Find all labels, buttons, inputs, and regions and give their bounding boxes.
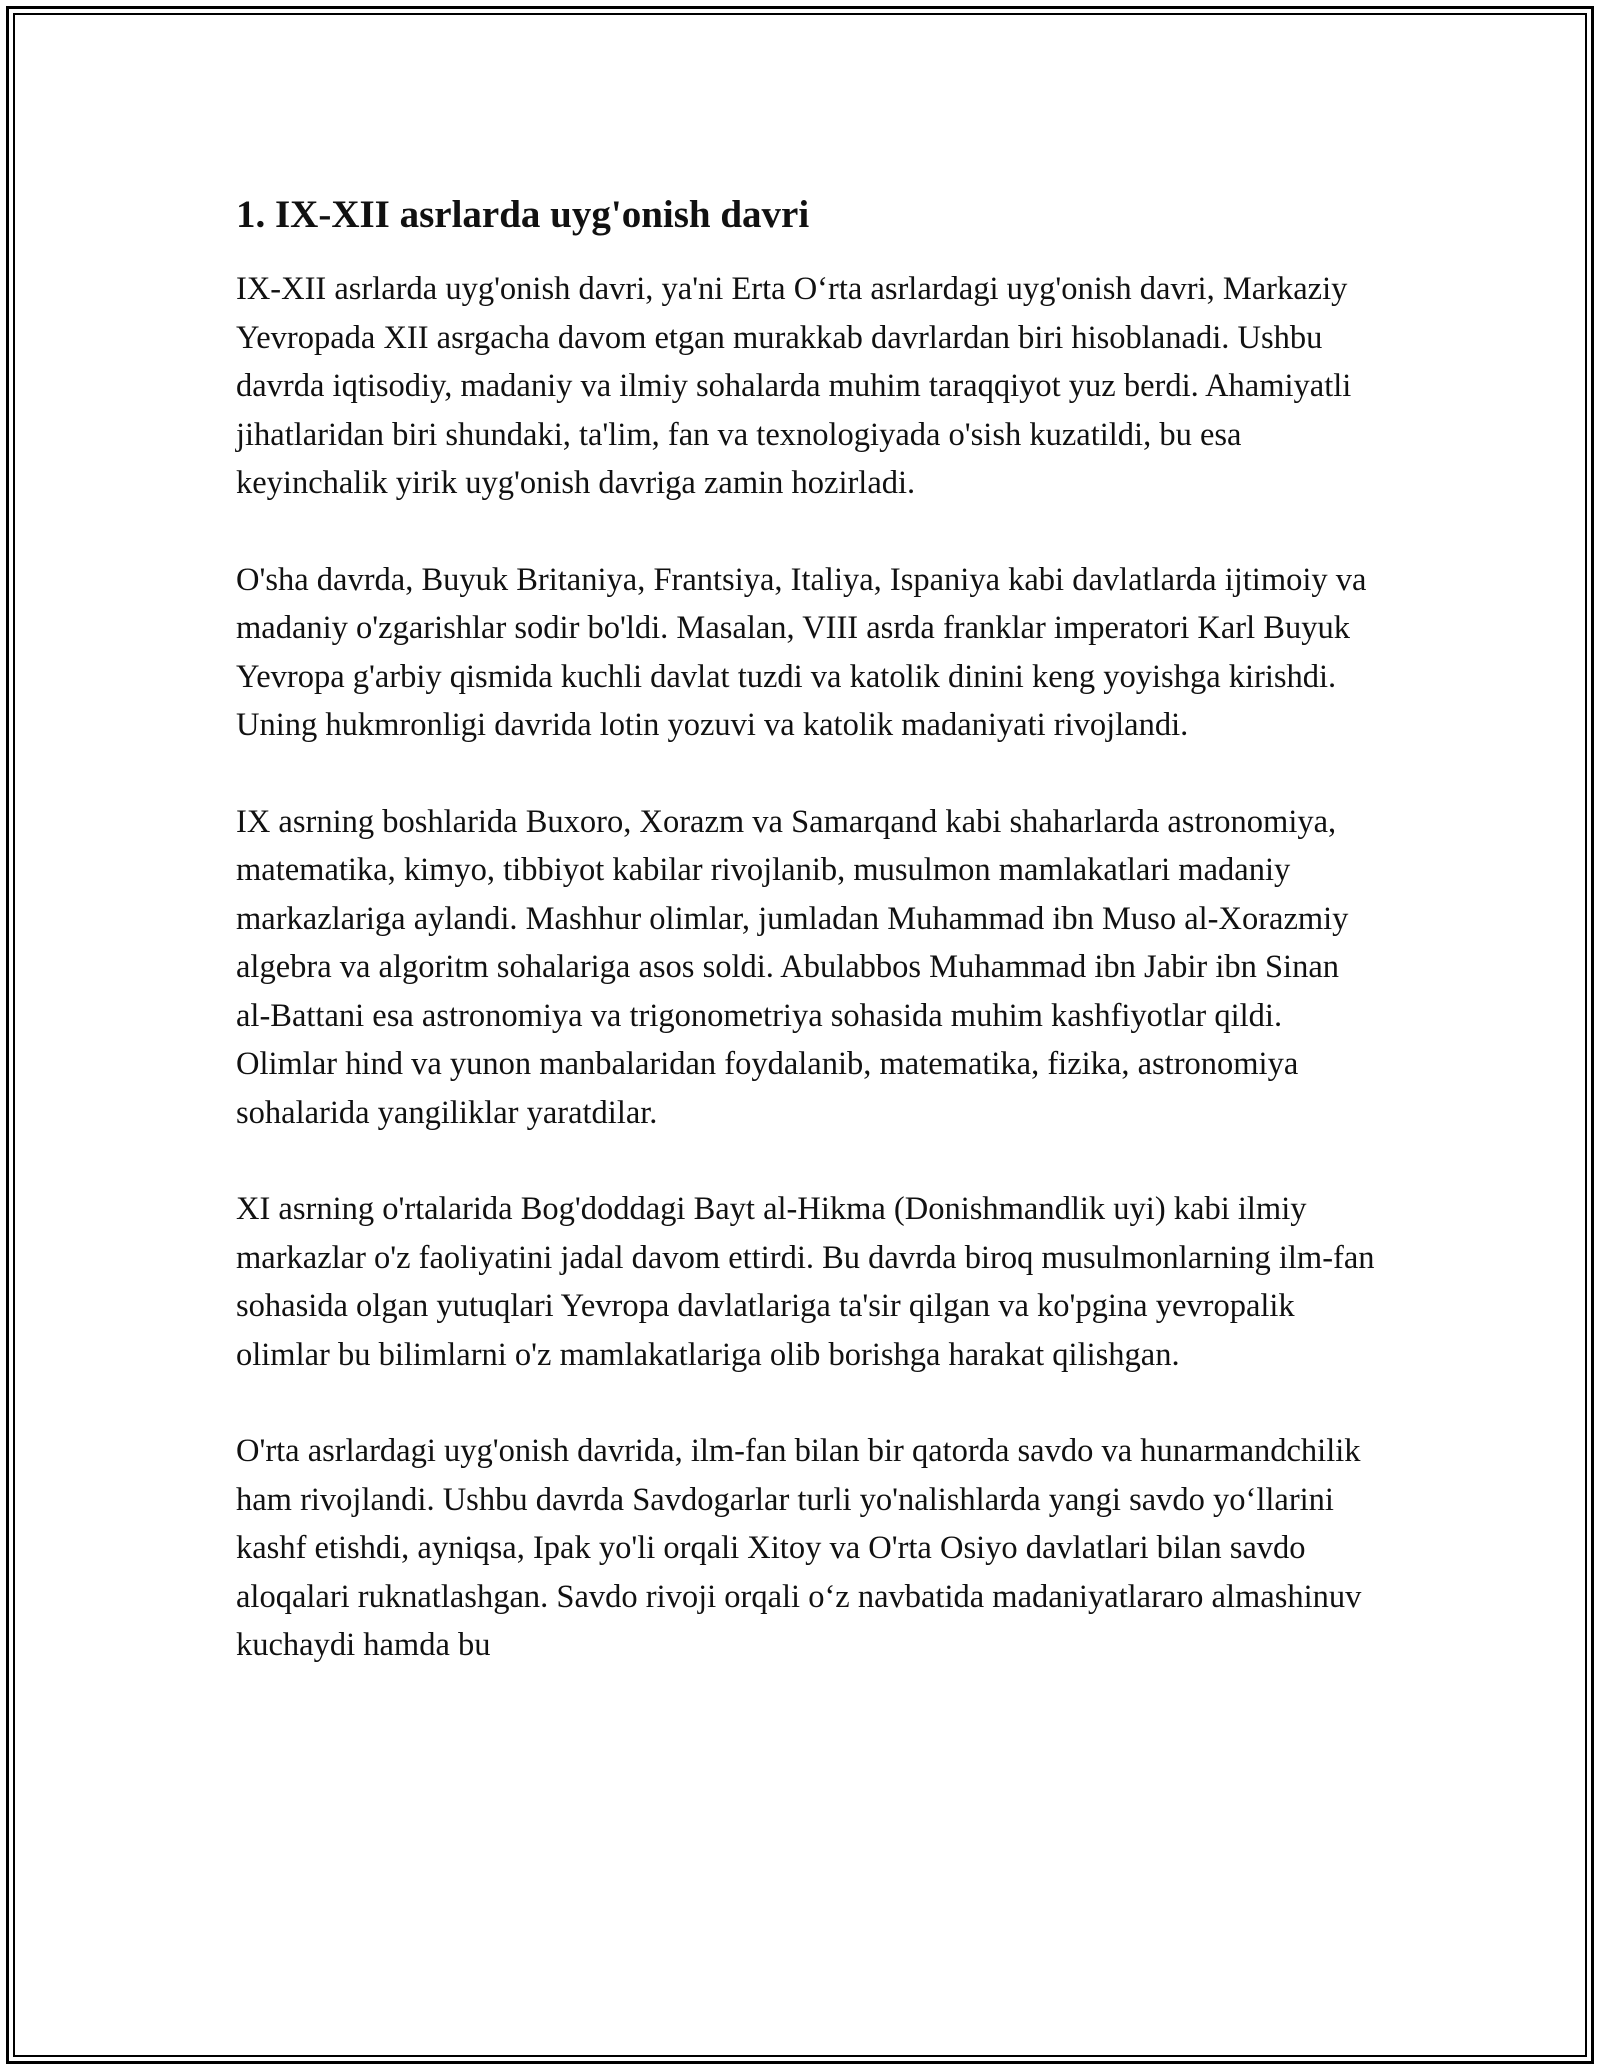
paragraph-5: O'rta asrlardagi uyg'onish davrida, ilm-fan bilan bir qatorda savdo va hunarmandchilik ham rivojlandi. Ushbu davrda Savdogarlar turli yo'nalishlarda yangi savdo yo‘llarini kashf etishdi, ayniqsa, Ipak yo'li orqali Xitoy va O'rta Osiyo davlatlari bilan savdo aloqalari ruknatlashgan. Savdo rivoji orqali o‘z navbatida madaniyatlararo almashinuv kuchaydi hamda bu (236, 1433, 1362, 1663)
paragraph-4: XI asrning o'rtalarida Bog'doddagi Bayt al-Hikma (Donishmandlik uyi) kabi ilmiy markazlar o'z faoliyatini jadal davom ettirdi. Bu davrda biroq musulmonlarning ilm-fan sohasida olgan yutuqlari Yevropa davlatlariga ta'sir qilgan va ko'pgina yevropalik olimlar bu bilimlarni o'z mamlakatlariga olib borishga harakat qilishgan. (236, 1191, 1375, 1373)
paragraph-2: O'sha davrda, Buyuk Britaniya, Frantsiya, Italiya, Ispaniya kabi davlatlarda ijtimoiy va madaniy o'zgarishlar sodir bo'ldi. Masalan, VIII asrda franklar imperatori Karl Buyuk Yevropa g'arbiy qismida kuchli davlat tuzdi va katolik dinini keng yoyishga kirishdi. Uning hukmronligi davrida lotin yozuvi va katolik madaniyati rivojlandi. (236, 561, 1367, 743)
section-heading: 1. IX-XII asrlarda uyg'onish davri (236, 193, 810, 236)
paragraph-1: IX-XII asrlarda uyg'onish davri, ya'ni Erta O‘rta asrlardagi uyg'onish davri, Markaziy Yevropada XII asrgacha davom etgan murakkab davrlardan biri hisoblanadi. Ushbu davrda iqtisodiy, madaniy va ilmiy sohalarda muhim taraqqiyot yuz berdi. Ahamiyatli jihatlaridan biri shundaki, ta'lim, fan va texnologiyada o'sish kuzatildi, bu esa keyinchalik yirik uyg'onish davriga zamin hozirladi. (236, 271, 1352, 501)
paragraph-3: IX asrning boshlarida Buxoro, Xorazm va Samarqand kabi shaharlarda astronomiya, matematika, kimyo, tibbiyot kabilar rivojlanib, musulmon mamlakatlari madaniy markazlariga aylandi. Mashhur olimlar, jumladan Muhammad ibn Muso al-Xorazmiy algebra va algoritm sohalariga asos soldi. Abulabbos Muhammad ibn Jabir ibn Sinan al-Battani esa astronomiya va trigonometriya sohasida muhim kashfiyotlar qildi. Olimlar hind va yunon manbalaridan foydalanib, matematika, fizika, astronomiya sohalarida yangiliklar yaratdilar. (236, 803, 1349, 1131)
document-body (236, 185, 1376, 1670)
